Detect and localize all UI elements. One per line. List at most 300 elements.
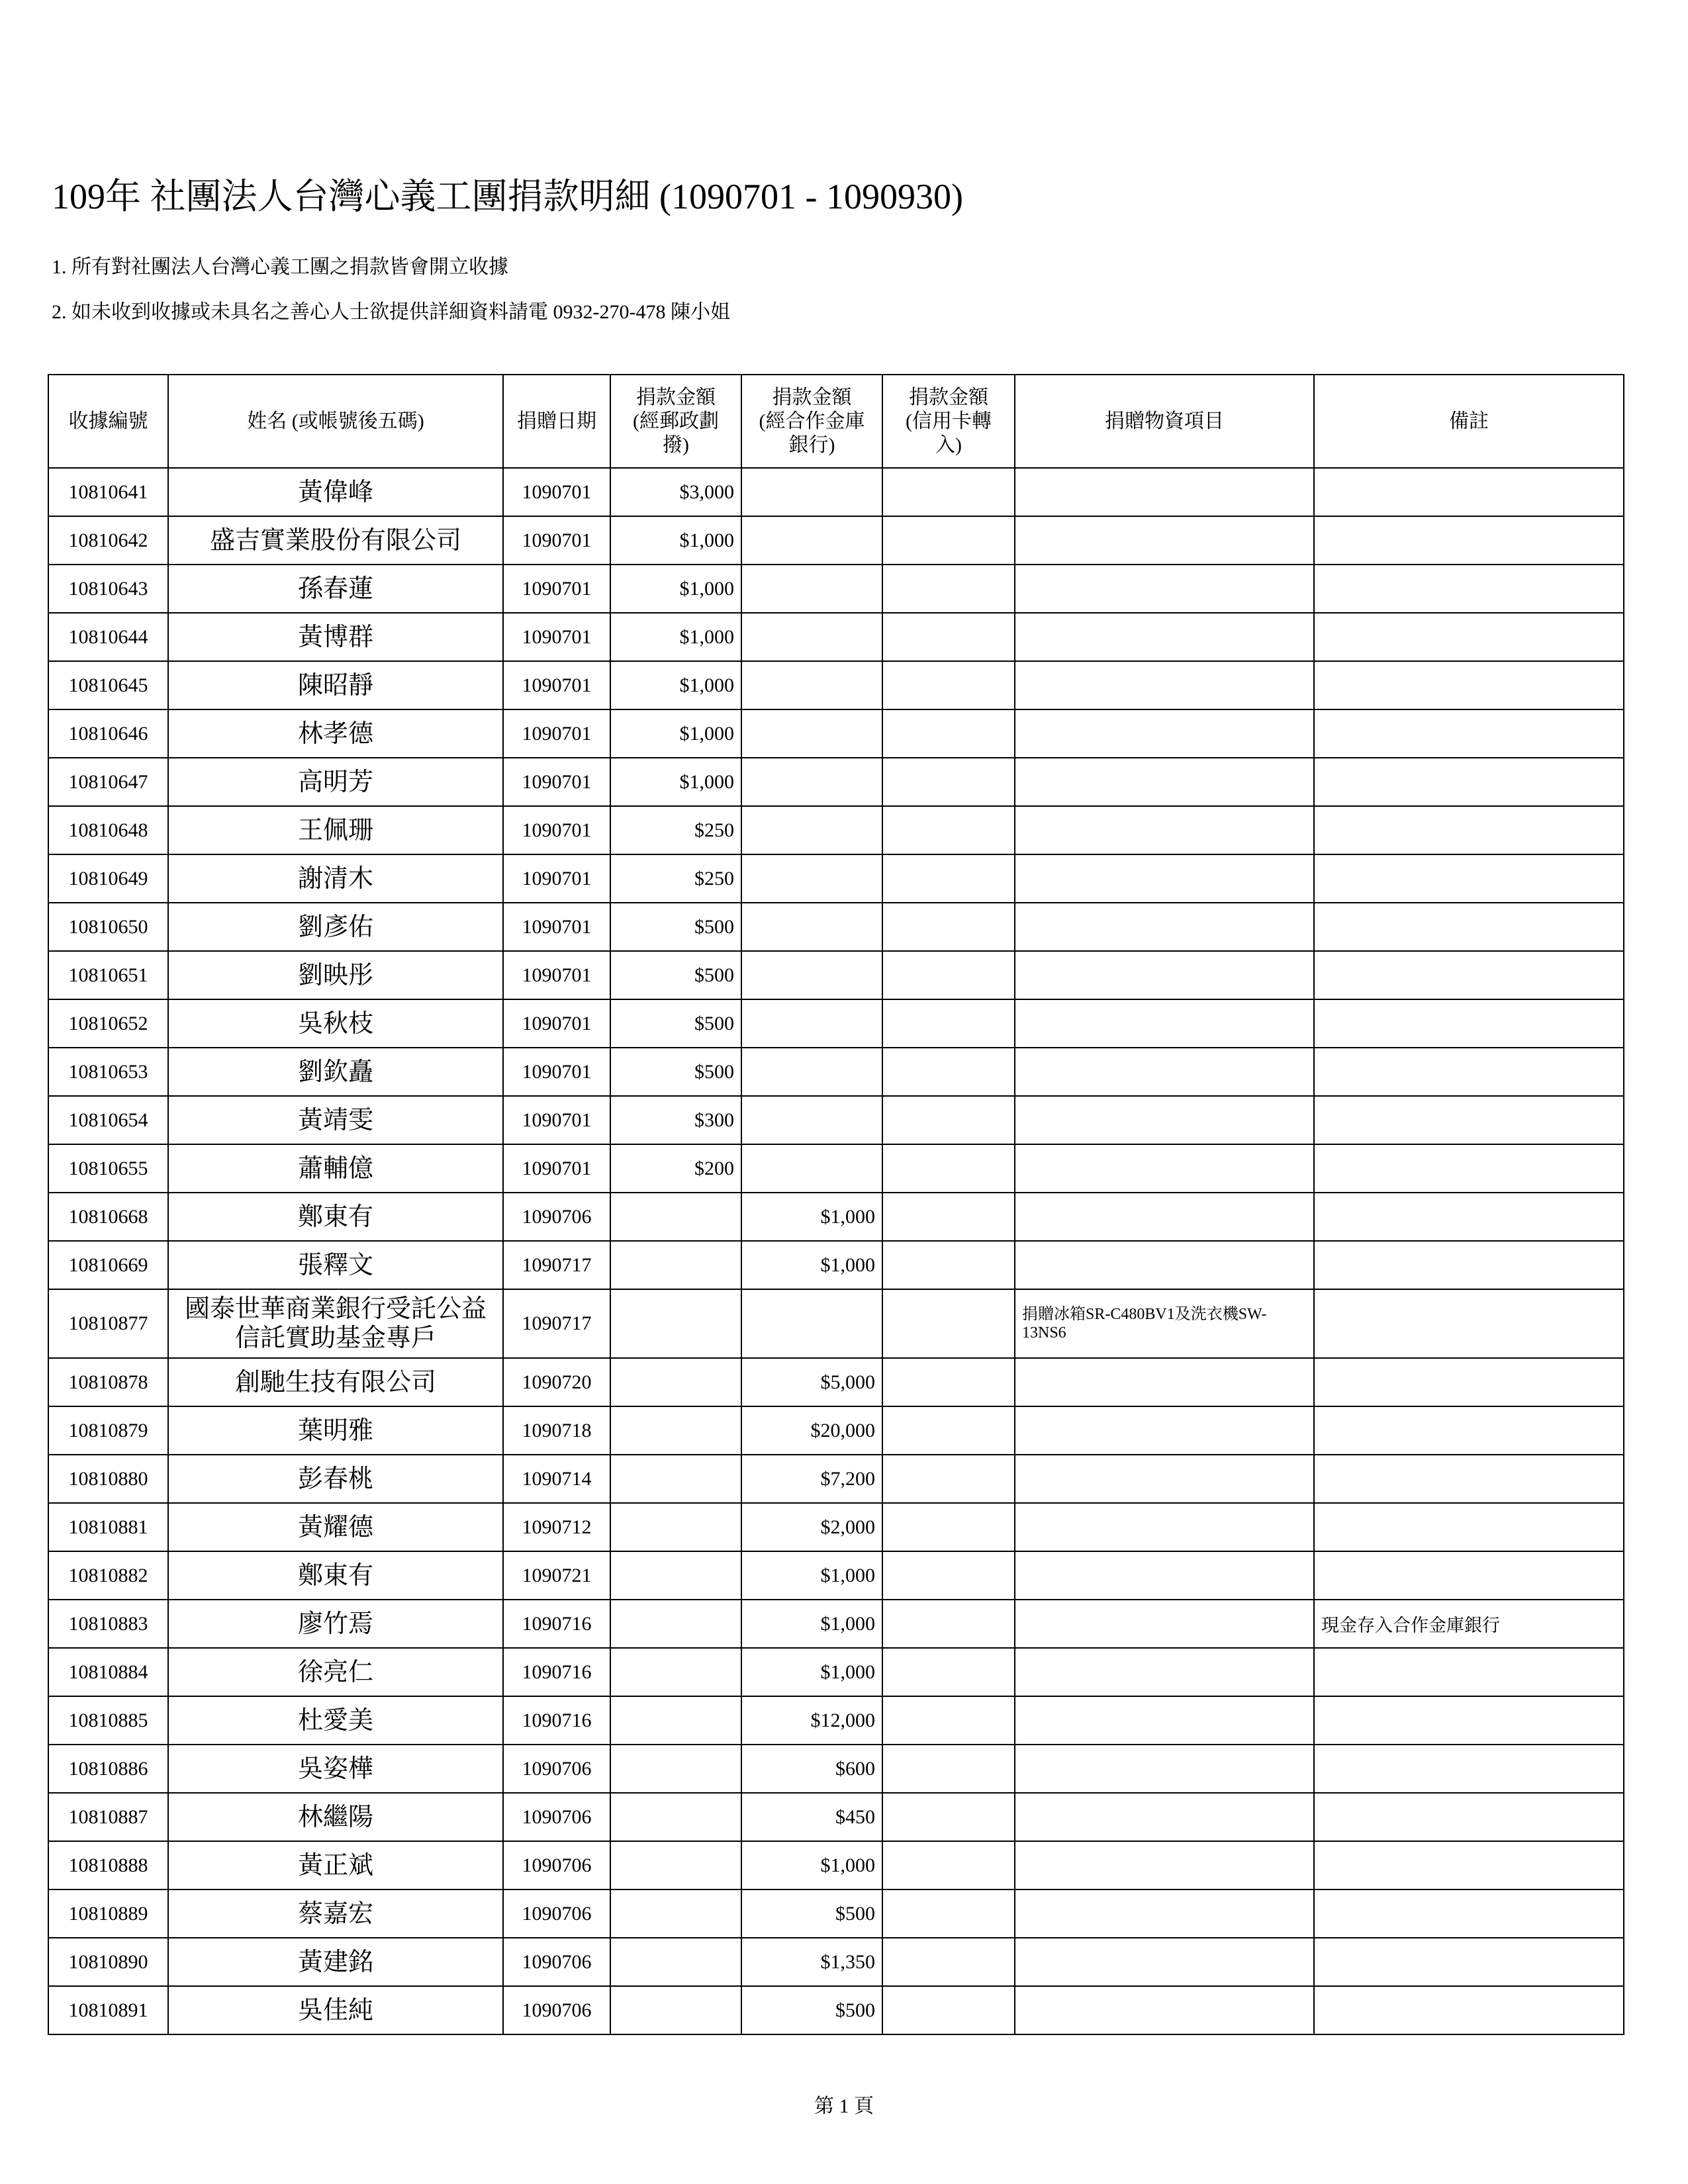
cell-amount-credit-card (882, 1841, 1015, 1889)
cell-receipt-number: 10810880 (48, 1455, 168, 1503)
cell-amount-bank: $2,000 (741, 1503, 882, 1551)
cell-amount-postal: $500 (610, 951, 741, 999)
cell-amount-bank (741, 951, 882, 999)
cell-donated-items (1015, 1048, 1314, 1096)
cell-amount-credit-card (882, 1938, 1015, 1986)
cell-donated-items (1015, 854, 1314, 903)
cell-receipt-number: 10810644 (48, 613, 168, 661)
cell-amount-bank: $5,000 (741, 1358, 882, 1406)
cell-amount-postal: $1,000 (610, 613, 741, 661)
cell-donated-items (1015, 1406, 1314, 1455)
cell-receipt-number: 10810669 (48, 1241, 168, 1289)
cell-amount-bank: $20,000 (741, 1406, 882, 1455)
cell-donor-name: 鄭東有 (168, 1193, 503, 1241)
table-row (48, 468, 1624, 516)
cell-receipt-number: 10810887 (48, 1793, 168, 1841)
cell-amount-postal (610, 1648, 741, 1696)
cell-donor-name: 吳佳純 (168, 1986, 503, 2034)
cell-donated-items (1015, 1193, 1314, 1241)
cell-donor-name: 葉明雅 (168, 1406, 503, 1455)
cell-donated-items (1015, 1696, 1314, 1745)
cell-amount-bank (741, 1289, 882, 1358)
cell-donated-items (1015, 1096, 1314, 1144)
cell-remarks (1314, 709, 1624, 758)
cell-amount-postal (610, 1193, 741, 1241)
cell-donation-date: 1090716 (503, 1648, 610, 1696)
cell-donation-date: 1090701 (503, 999, 610, 1048)
cell-donation-date: 1090706 (503, 1938, 610, 1986)
table-row (48, 1455, 1624, 1503)
page-title: 109年 社團法人台灣心義工團捐款明細 (1090701 - 1090930) (52, 177, 963, 216)
table-row (48, 854, 1624, 903)
header-amount-credit-card: 捐款金額 (信用卡轉 入) (882, 375, 1015, 468)
cell-donated-items (1015, 1793, 1314, 1841)
page-number: 第 1 頁 (814, 2095, 874, 2117)
cell-amount-postal: $200 (610, 1144, 741, 1193)
cell-donor-name: 高明芳 (168, 758, 503, 806)
table-row (48, 1096, 1624, 1144)
cell-amount-credit-card (882, 806, 1015, 854)
cell-remarks (1314, 1648, 1624, 1696)
cell-donor-name: 吳姿樺 (168, 1745, 503, 1793)
cell-remarks (1314, 1793, 1624, 1841)
cell-donor-name: 黃偉峰 (168, 468, 503, 516)
cell-remarks (1314, 1696, 1624, 1745)
cell-amount-bank (741, 903, 882, 951)
cell-receipt-number: 10810642 (48, 516, 168, 565)
cell-remarks: 現金存入合作金庫銀行 (1314, 1600, 1624, 1648)
cell-amount-bank: $1,000 (741, 1600, 882, 1648)
cell-donation-date: 1090701 (503, 806, 610, 854)
table-row (48, 951, 1624, 999)
cell-amount-postal (610, 1986, 741, 2034)
cell-remarks (1314, 1289, 1624, 1358)
cell-remarks (1314, 1455, 1624, 1503)
cell-amount-credit-card (882, 1048, 1015, 1096)
cell-donor-name: 吳秋枝 (168, 999, 503, 1048)
table-row (48, 661, 1624, 709)
table-row (48, 1600, 1624, 1648)
cell-amount-bank (741, 1048, 882, 1096)
cell-amount-bank: $600 (741, 1745, 882, 1793)
cell-amount-credit-card (882, 1696, 1015, 1745)
table-row (48, 1551, 1624, 1600)
cell-donor-name: 劉彥佑 (168, 903, 503, 951)
cell-amount-bank (741, 1096, 882, 1144)
cell-amount-postal: $1,000 (610, 565, 741, 613)
cell-receipt-number: 10810647 (48, 758, 168, 806)
cell-amount-credit-card (882, 613, 1015, 661)
cell-donation-date: 1090701 (503, 468, 610, 516)
cell-amount-credit-card (882, 661, 1015, 709)
cell-amount-postal (610, 1600, 741, 1648)
header-remarks: 備註 (1314, 375, 1624, 468)
table-row (48, 1503, 1624, 1551)
cell-remarks (1314, 1241, 1624, 1289)
cell-amount-credit-card (882, 903, 1015, 951)
cell-remarks (1314, 951, 1624, 999)
cell-receipt-number: 10810886 (48, 1745, 168, 1793)
cell-amount-bank (741, 613, 882, 661)
cell-receipt-number: 10810882 (48, 1551, 168, 1600)
cell-amount-credit-card (882, 1193, 1015, 1241)
table-row (48, 1648, 1624, 1696)
cell-amount-postal (610, 1289, 741, 1358)
cell-donated-items (1015, 1455, 1314, 1503)
cell-amount-credit-card (882, 516, 1015, 565)
cell-donation-date: 1090701 (503, 661, 610, 709)
cell-amount-postal (610, 1889, 741, 1938)
table-row (48, 1048, 1624, 1096)
cell-receipt-number: 10810653 (48, 1048, 168, 1096)
cell-remarks (1314, 903, 1624, 951)
table-row (48, 1406, 1624, 1455)
cell-donated-items (1015, 1986, 1314, 2034)
cell-donation-date: 1090701 (503, 1048, 610, 1096)
cell-donor-name: 創馳生技有限公司 (168, 1358, 503, 1406)
cell-amount-postal: $3,000 (610, 468, 741, 516)
cell-amount-postal: $1,000 (610, 661, 741, 709)
cell-amount-postal (610, 1358, 741, 1406)
cell-amount-postal (610, 1241, 741, 1289)
cell-amount-bank: $1,350 (741, 1938, 882, 1986)
cell-donor-name: 蕭輔億 (168, 1144, 503, 1193)
cell-receipt-number: 10810881 (48, 1503, 168, 1551)
cell-amount-bank: $1,000 (741, 1841, 882, 1889)
cell-amount-credit-card (882, 468, 1015, 516)
cell-remarks (1314, 806, 1624, 854)
cell-amount-credit-card (882, 1503, 1015, 1551)
cell-amount-bank (741, 758, 882, 806)
cell-donated-items (1015, 1503, 1314, 1551)
table-header-row (48, 375, 1624, 468)
cell-donated-items (1015, 999, 1314, 1048)
cell-amount-postal: $250 (610, 806, 741, 854)
cell-donation-date: 1090701 (503, 1096, 610, 1144)
cell-amount-bank: $1,000 (741, 1241, 882, 1289)
cell-donor-name: 張釋文 (168, 1241, 503, 1289)
cell-amount-bank (741, 806, 882, 854)
cell-donation-date: 1090712 (503, 1503, 610, 1551)
cell-amount-postal (610, 1841, 741, 1889)
cell-receipt-number: 10810650 (48, 903, 168, 951)
header-receipt-number: 收據編號 (48, 375, 168, 468)
cell-receipt-number: 10810646 (48, 709, 168, 758)
cell-donor-name: 劉欽矗 (168, 1048, 503, 1096)
cell-amount-credit-card (882, 1358, 1015, 1406)
cell-amount-bank (741, 565, 882, 613)
cell-remarks (1314, 661, 1624, 709)
cell-donor-name: 謝清木 (168, 854, 503, 903)
cell-amount-bank (741, 1144, 882, 1193)
cell-amount-credit-card (882, 709, 1015, 758)
cell-amount-bank: $500 (741, 1986, 882, 2034)
cell-amount-credit-card (882, 1289, 1015, 1358)
cell-donor-name: 盛吉實業股份有限公司 (168, 516, 503, 565)
cell-remarks (1314, 1048, 1624, 1096)
cell-amount-postal: $250 (610, 854, 741, 903)
table-row (48, 903, 1624, 951)
table-row (48, 806, 1624, 854)
cell-donor-name: 黃正斌 (168, 1841, 503, 1889)
table-row (48, 1793, 1624, 1841)
cell-remarks (1314, 1938, 1624, 1986)
cell-donated-items (1015, 565, 1314, 613)
cell-donation-date: 1090701 (503, 903, 610, 951)
cell-amount-postal (610, 1551, 741, 1600)
cell-amount-bank (741, 516, 882, 565)
cell-amount-postal (610, 1696, 741, 1745)
table-row (48, 1358, 1624, 1406)
note-contact-info: 2. 如未收到收據或未具名之善心人士欲提供詳細資料請電 0932-270-478 陳小姐 (52, 301, 730, 323)
cell-donated-items (1015, 613, 1314, 661)
cell-donated-items (1015, 951, 1314, 999)
cell-amount-postal: $500 (610, 999, 741, 1048)
cell-donation-date: 1090706 (503, 1793, 610, 1841)
cell-donor-name: 孫春蓮 (168, 565, 503, 613)
cell-amount-postal: $300 (610, 1096, 741, 1144)
cell-amount-bank: $1,000 (741, 1648, 882, 1696)
cell-amount-credit-card (882, 565, 1015, 613)
table-row (48, 516, 1624, 565)
cell-receipt-number: 10810879 (48, 1406, 168, 1455)
note-receipt-issued: 1. 所有對社團法人台灣心義工團之捐款皆會開立收據 (52, 256, 508, 278)
cell-remarks (1314, 1193, 1624, 1241)
cell-donor-name: 陳昭靜 (168, 661, 503, 709)
cell-remarks (1314, 1503, 1624, 1551)
cell-amount-bank: $1,000 (741, 1193, 882, 1241)
cell-donation-date: 1090706 (503, 1193, 610, 1241)
cell-amount-postal: $1,000 (610, 758, 741, 806)
cell-donor-name: 彭春桃 (168, 1455, 503, 1503)
cell-amount-postal: $1,000 (610, 709, 741, 758)
cell-receipt-number: 10810641 (48, 468, 168, 516)
cell-receipt-number: 10810645 (48, 661, 168, 709)
cell-amount-postal: $500 (610, 1048, 741, 1096)
cell-remarks (1314, 1889, 1624, 1938)
cell-amount-credit-card (882, 1600, 1015, 1648)
cell-donated-items (1015, 1358, 1314, 1406)
cell-amount-bank (741, 468, 882, 516)
cell-donor-name: 國泰世華商業銀行受託公益信託實助基金專戶 (168, 1289, 503, 1358)
cell-remarks (1314, 613, 1624, 661)
table-row (48, 1745, 1624, 1793)
cell-receipt-number: 10810885 (48, 1696, 168, 1745)
cell-donated-items (1015, 516, 1314, 565)
cell-remarks (1314, 565, 1624, 613)
cell-amount-bank (741, 999, 882, 1048)
table-row (48, 1193, 1624, 1241)
cell-donation-date: 1090701 (503, 1144, 610, 1193)
table-row (48, 1986, 1624, 2034)
cell-donor-name: 黃靖雯 (168, 1096, 503, 1144)
cell-donation-date: 1090716 (503, 1600, 610, 1648)
table-row (48, 1241, 1624, 1289)
cell-donated-items (1015, 1938, 1314, 1986)
table-row (48, 999, 1624, 1048)
cell-amount-credit-card (882, 1455, 1015, 1503)
cell-donation-date: 1090706 (503, 1745, 610, 1793)
table-row (48, 1889, 1624, 1938)
cell-donated-items (1015, 758, 1314, 806)
cell-remarks (1314, 1358, 1624, 1406)
cell-donation-date: 1090717 (503, 1289, 610, 1358)
cell-amount-credit-card (882, 1648, 1015, 1696)
cell-donated-items (1015, 903, 1314, 951)
cell-remarks (1314, 1406, 1624, 1455)
cell-amount-bank (741, 854, 882, 903)
table-row (48, 1696, 1624, 1745)
cell-donation-date: 1090701 (503, 951, 610, 999)
cell-remarks (1314, 1745, 1624, 1793)
cell-donation-date: 1090701 (503, 565, 610, 613)
cell-donor-name: 林繼陽 (168, 1793, 503, 1841)
cell-donor-name: 鄭東有 (168, 1551, 503, 1600)
cell-donation-date: 1090701 (503, 709, 610, 758)
cell-amount-postal: $500 (610, 903, 741, 951)
cell-donor-name: 王佩珊 (168, 806, 503, 854)
cell-receipt-number: 10810889 (48, 1889, 168, 1938)
cell-receipt-number: 10810648 (48, 806, 168, 854)
cell-donated-items (1015, 1745, 1314, 1793)
cell-donation-date: 1090716 (503, 1696, 610, 1745)
cell-donation-date: 1090701 (503, 516, 610, 565)
cell-amount-credit-card (882, 1745, 1015, 1793)
cell-donation-date: 1090701 (503, 854, 610, 903)
cell-remarks (1314, 854, 1624, 903)
header-donation-date: 捐贈日期 (503, 375, 610, 468)
cell-amount-postal (610, 1455, 741, 1503)
cell-amount-postal (610, 1503, 741, 1551)
cell-donation-date: 1090706 (503, 1986, 610, 2034)
cell-donated-items (1015, 1889, 1314, 1938)
cell-receipt-number: 10810890 (48, 1938, 168, 1986)
table-row (48, 1289, 1624, 1358)
cell-donation-date: 1090714 (503, 1455, 610, 1503)
cell-receipt-number: 10810652 (48, 999, 168, 1048)
cell-amount-credit-card (882, 1793, 1015, 1841)
header-donated-items: 捐贈物資項目 (1015, 375, 1314, 468)
cell-donated-items (1015, 1841, 1314, 1889)
cell-receipt-number: 10810655 (48, 1144, 168, 1193)
cell-amount-bank (741, 661, 882, 709)
cell-donor-name: 黃建銘 (168, 1938, 503, 1986)
cell-remarks (1314, 1096, 1624, 1144)
cell-receipt-number: 10810643 (48, 565, 168, 613)
cell-donor-name: 蔡嘉宏 (168, 1889, 503, 1938)
cell-amount-postal (610, 1793, 741, 1841)
table-row (48, 1938, 1624, 1986)
header-donor-name: 姓名 (或帳號後五碼) (168, 375, 503, 468)
cell-remarks (1314, 758, 1624, 806)
cell-donation-date: 1090706 (503, 1841, 610, 1889)
cell-receipt-number: 10810668 (48, 1193, 168, 1241)
cell-donor-name: 杜愛美 (168, 1696, 503, 1745)
cell-receipt-number: 10810877 (48, 1289, 168, 1358)
cell-receipt-number: 10810651 (48, 951, 168, 999)
table-row (48, 1841, 1624, 1889)
cell-amount-credit-card (882, 1551, 1015, 1600)
cell-donated-items (1015, 661, 1314, 709)
cell-amount-credit-card (882, 1406, 1015, 1455)
table-row (48, 565, 1624, 613)
table-row (48, 613, 1624, 661)
table-row (48, 1144, 1624, 1193)
cell-donation-date: 1090701 (503, 613, 610, 661)
cell-amount-bank: $1,000 (741, 1551, 882, 1600)
cell-donated-items (1015, 1144, 1314, 1193)
cell-donated-items (1015, 1600, 1314, 1648)
cell-receipt-number: 10810878 (48, 1358, 168, 1406)
cell-donated-items: 捐贈冰箱SR-C480BV1及洗衣機SW-13NS6 (1015, 1289, 1314, 1358)
cell-donor-name: 劉映彤 (168, 951, 503, 999)
donation-table (48, 374, 1624, 2035)
header-amount-postal: 捐款金額 (經郵政劃 撥) (610, 375, 741, 468)
cell-receipt-number: 10810891 (48, 1986, 168, 2034)
cell-donor-name: 黃耀德 (168, 1503, 503, 1551)
table-row (48, 709, 1624, 758)
cell-donor-name: 廖竹焉 (168, 1600, 503, 1648)
cell-amount-postal: $1,000 (610, 516, 741, 565)
cell-donated-items (1015, 806, 1314, 854)
cell-amount-credit-card (882, 1096, 1015, 1144)
cell-donation-date: 1090706 (503, 1889, 610, 1938)
cell-donation-date: 1090701 (503, 758, 610, 806)
cell-amount-credit-card (882, 758, 1015, 806)
cell-receipt-number: 10810884 (48, 1648, 168, 1696)
cell-remarks (1314, 1986, 1624, 2034)
cell-amount-postal (610, 1938, 741, 1986)
cell-remarks (1314, 516, 1624, 565)
cell-remarks (1314, 1551, 1624, 1600)
cell-receipt-number: 10810649 (48, 854, 168, 903)
cell-remarks (1314, 1841, 1624, 1889)
cell-donated-items (1015, 1648, 1314, 1696)
cell-amount-credit-card (882, 951, 1015, 999)
cell-donated-items (1015, 709, 1314, 758)
table-row (48, 758, 1624, 806)
cell-amount-credit-card (882, 999, 1015, 1048)
cell-donor-name: 黃博群 (168, 613, 503, 661)
cell-donation-date: 1090721 (503, 1551, 610, 1600)
cell-donated-items (1015, 1241, 1314, 1289)
cell-amount-bank: $450 (741, 1793, 882, 1841)
cell-remarks (1314, 1144, 1624, 1193)
cell-donor-name: 林孝德 (168, 709, 503, 758)
cell-amount-postal (610, 1406, 741, 1455)
cell-amount-credit-card (882, 854, 1015, 903)
cell-donation-date: 1090720 (503, 1358, 610, 1406)
cell-amount-credit-card (882, 1241, 1015, 1289)
cell-donation-date: 1090717 (503, 1241, 610, 1289)
cell-amount-credit-card (882, 1986, 1015, 2034)
cell-amount-bank: $12,000 (741, 1696, 882, 1745)
cell-amount-bank (741, 709, 882, 758)
cell-amount-postal (610, 1745, 741, 1793)
cell-donation-date: 1090718 (503, 1406, 610, 1455)
cell-receipt-number: 10810654 (48, 1096, 168, 1144)
cell-amount-bank: $500 (741, 1889, 882, 1938)
cell-remarks (1314, 999, 1624, 1048)
cell-amount-credit-card (882, 1144, 1015, 1193)
cell-amount-credit-card (882, 1889, 1015, 1938)
header-amount-bank: 捐款金額 (經合作金庫 銀行) (741, 375, 882, 468)
cell-receipt-number: 10810888 (48, 1841, 168, 1889)
cell-remarks (1314, 468, 1624, 516)
cell-receipt-number: 10810883 (48, 1600, 168, 1648)
cell-donor-name: 徐亮仁 (168, 1648, 503, 1696)
cell-amount-bank: $7,200 (741, 1455, 882, 1503)
